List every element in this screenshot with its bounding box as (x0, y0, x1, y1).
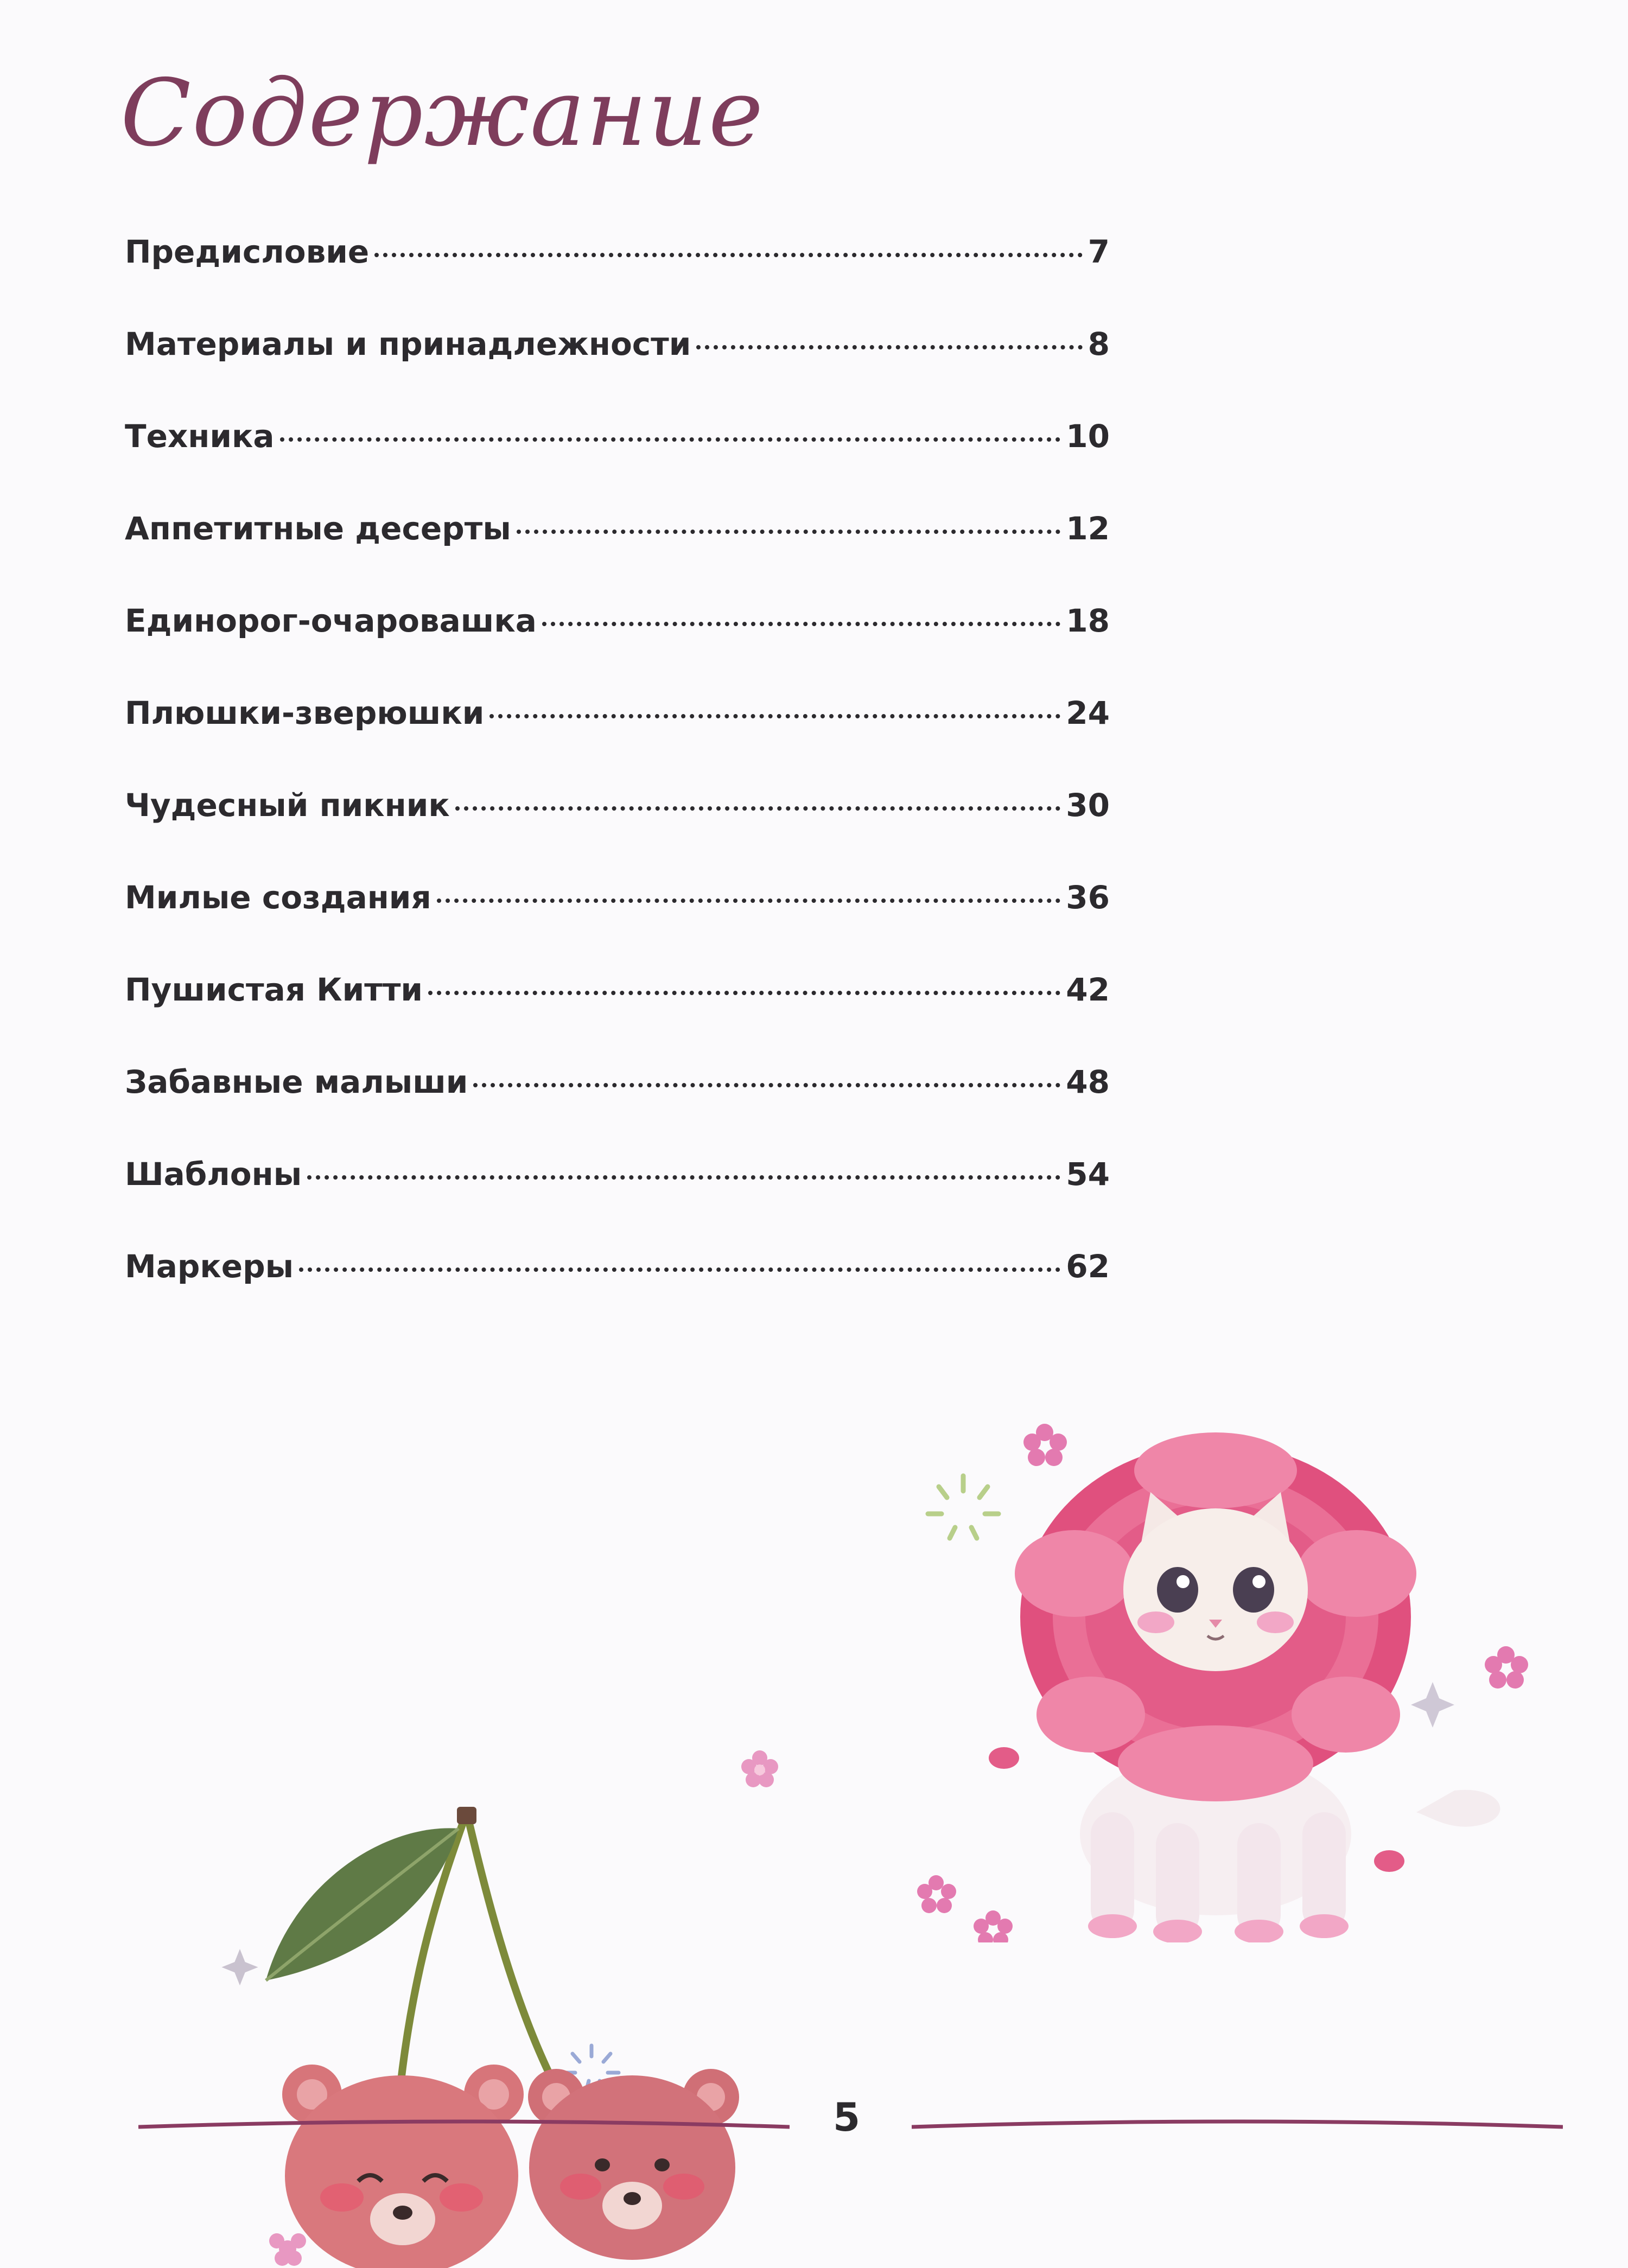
toc-entry[interactable] (125, 1248, 1110, 1340)
toc-entry[interactable] (125, 233, 1110, 326)
toc-entry-page: 10 (1066, 418, 1110, 455)
footer-rule-right (912, 2116, 1563, 2132)
cherry-bears-illustration (206, 1807, 749, 2268)
toc-entry[interactable] (125, 1063, 1110, 1156)
toc-entry-page: 62 (1066, 1248, 1110, 1285)
toc-dot-leader (696, 345, 1082, 349)
bear-cherry-right (528, 2069, 739, 2260)
toc-dot-leader (473, 1083, 1060, 1087)
footer-rule-left (138, 2116, 790, 2132)
toc-dot-leader (307, 1175, 1060, 1180)
petal (1374, 1850, 1404, 1872)
table-of-contents (125, 233, 1110, 1340)
toc-entry-label: Забавные малыши (125, 1063, 468, 1100)
flower-icon (738, 1747, 781, 1791)
sparkle-icon (221, 1949, 258, 1985)
toc-entry[interactable] (125, 1156, 1110, 1248)
toc-dot-leader (374, 253, 1082, 257)
bear-cherry-left (282, 2065, 524, 2268)
toc-entry-page: 8 (1088, 326, 1110, 362)
toc-dot-leader (280, 437, 1061, 442)
flower-icon (1023, 1424, 1067, 1466)
flower-icon (917, 1875, 956, 1913)
toc-entry-label: Материалы и принадлежности (125, 326, 691, 362)
toc-entry-page: 42 (1066, 971, 1110, 1008)
toc-entry-page: 48 (1066, 1063, 1110, 1100)
toc-entry-page: 30 (1066, 787, 1110, 824)
toc-entry[interactable] (125, 971, 1110, 1063)
toc-entry[interactable] (125, 326, 1110, 418)
kitten-face (1123, 1492, 1308, 1671)
toc-entry-label: Маркеры (125, 1248, 294, 1285)
toc-entry-label: Милые создания (125, 879, 431, 916)
toc-dot-leader (428, 991, 1060, 995)
page-number: 5 (832, 2094, 861, 2140)
toc-dot-leader (489, 714, 1060, 718)
flower-icon (1485, 1646, 1528, 1689)
toc-entry[interactable] (125, 695, 1110, 787)
toc-entry[interactable] (125, 879, 1110, 971)
toc-dot-leader (299, 1267, 1060, 1272)
toc-entry-page: 36 (1066, 879, 1110, 916)
toc-entry-label: Единорог-очаровашка (125, 602, 537, 639)
toc-dot-leader (542, 622, 1060, 626)
sparkle-icon (1411, 1682, 1454, 1728)
flower-icon (269, 2233, 306, 2266)
toc-entry-page: 12 (1066, 510, 1110, 547)
toc-entry-page: 18 (1066, 602, 1110, 639)
toc-entry[interactable] (125, 602, 1110, 695)
toc-entry-label: Пушистая Китти (125, 971, 423, 1008)
flower-icon (738, 2105, 739, 2106)
toc-entry-page: 7 (1088, 233, 1110, 270)
toc-entry[interactable] (125, 510, 1110, 602)
toc-entry-page: 54 (1066, 1156, 1110, 1193)
toc-entry-label: Предисловие (125, 233, 370, 270)
toc-entry-label: Аппетитные десерты (125, 510, 511, 547)
toc-entry[interactable] (125, 787, 1110, 879)
toc-entry-label: Плюшки-зверюшки (125, 695, 485, 731)
toc-entry-label: Чудесный пикник (125, 787, 450, 824)
toc-entry-label: Шаблоны (125, 1156, 302, 1193)
petal (989, 1747, 1019, 1769)
toc-dot-leader (455, 806, 1061, 811)
toc-entry-page: 24 (1066, 695, 1110, 731)
toc-entry[interactable] (125, 418, 1110, 510)
burst-icon (928, 1476, 999, 1538)
toc-entry-label: Техника (125, 418, 275, 455)
flower-icon (974, 1910, 1013, 1942)
toc-dot-leader (437, 899, 1061, 903)
page-title: Содержание (120, 60, 765, 167)
toc-dot-leader (517, 530, 1061, 534)
rose-kitten-illustration (912, 1411, 1563, 1942)
